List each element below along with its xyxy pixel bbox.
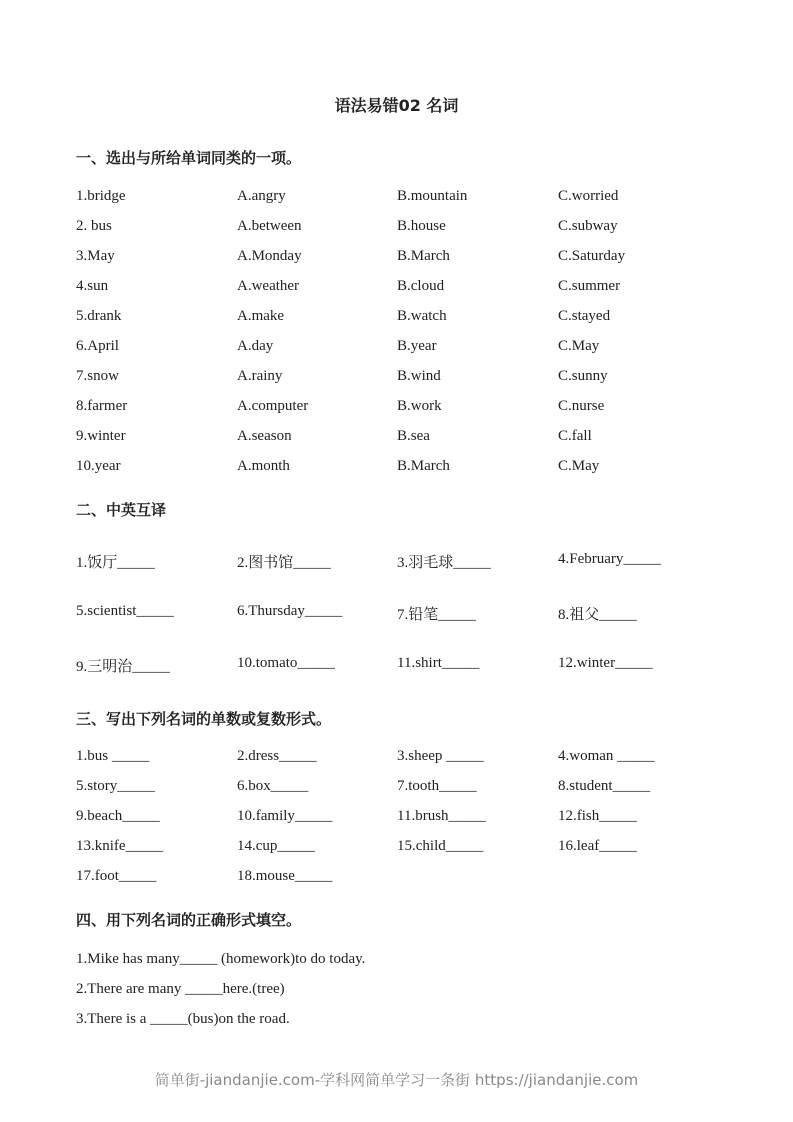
section-4-heading: 四、用下列名词的正确形式填空。 [76, 911, 302, 929]
noun-item: 2.dress_____ [237, 748, 317, 764]
question-word: 6.April [76, 338, 119, 354]
question-word: 5.drank [76, 308, 122, 324]
option-c: C.fall [558, 428, 592, 444]
option-b: B.house [397, 218, 446, 234]
option-c: C.May [558, 458, 600, 474]
option-b: B.cloud [397, 278, 445, 294]
option-b: B.work [397, 398, 442, 414]
section-2-heading: 二、中英互译 [76, 501, 167, 519]
noun-item: 17.foot_____ [76, 868, 157, 884]
noun-item: 18.mouse_____ [237, 868, 333, 884]
noun-item: 7.tooth_____ [397, 778, 477, 794]
question-word: 1.bridge [76, 188, 126, 204]
noun-item: 11.brush_____ [397, 808, 487, 824]
option-c: C.summer [558, 278, 621, 294]
option-c: C.subway [558, 218, 618, 234]
question-word: 4.sun [76, 278, 109, 294]
option-a: A.day [237, 338, 274, 354]
section-1-heading: 一、选出与所给单词同类的一项。 [76, 149, 302, 167]
noun-item: 13.knife_____ [76, 838, 164, 854]
option-c: C.Saturday [558, 248, 626, 264]
option-a: A.make [237, 308, 285, 324]
footer-watermark: 简单街-jiandanjie.com-学科网简单学习一条街 https://jiandanjie.com [154, 1071, 639, 1089]
option-b: B.wind [397, 368, 441, 384]
fill-blank-sentence: 1.Mike has many_____ (homework)to do today. [76, 951, 366, 967]
noun-item: 1.bus _____ [76, 748, 150, 764]
noun-item: 6.box_____ [237, 778, 309, 794]
question-word: 7.snow [76, 368, 119, 384]
noun-item: 10.family_____ [237, 808, 333, 824]
noun-item: 16.leaf_____ [558, 838, 637, 854]
option-a: A.weather [237, 278, 300, 294]
translation-item: 2.图书馆_____ [237, 555, 331, 571]
question-word: 9.winter [76, 428, 126, 444]
noun-item: 5.story_____ [76, 778, 155, 794]
option-b: B.sea [397, 428, 430, 444]
translation-item: 7.铅笔_____ [397, 607, 476, 623]
translation-item: 1.饭厅_____ [76, 555, 155, 571]
translation-item: 4.February_____ [558, 551, 661, 567]
translation-item: 12.winter_____ [558, 655, 653, 671]
question-word: 3.May [76, 248, 115, 264]
question-word: 8.farmer [76, 398, 128, 414]
question-word: 10.year [76, 458, 121, 474]
translation-item: 9.三明治_____ [76, 659, 170, 675]
translation-item: 11.shirt_____ [397, 655, 480, 671]
noun-item: 3.sheep _____ [397, 748, 484, 764]
option-b: B.year [397, 338, 437, 354]
option-a: A.month [237, 458, 290, 474]
noun-item: 8.student_____ [558, 778, 651, 794]
noun-item: 15.child_____ [397, 838, 484, 854]
noun-item: 4.woman _____ [558, 748, 655, 764]
option-a: A.computer [237, 398, 309, 414]
option-a: A.between [237, 218, 302, 234]
option-c: C.May [558, 338, 600, 354]
translation-item: 3.羽毛球_____ [397, 555, 491, 571]
option-b: B.March [397, 458, 450, 474]
page-title: 语法易错02 名词 [334, 96, 459, 115]
translation-item: 6.Thursday_____ [237, 603, 343, 619]
option-b: B.watch [397, 308, 447, 324]
option-a: A.angry [237, 188, 286, 204]
option-a: A.rainy [237, 368, 283, 384]
option-c: C.worried [558, 188, 619, 204]
noun-item: 14.cup_____ [237, 838, 315, 854]
option-c: C.sunny [558, 368, 608, 384]
section-3-heading: 三、写出下列名词的单数或复数形式。 [76, 710, 332, 728]
option-b: B.mountain [397, 188, 468, 204]
noun-item: 9.beach_____ [76, 808, 160, 824]
question-word: 2. bus [76, 218, 112, 234]
option-c: C.nurse [558, 398, 605, 414]
option-a: A.Monday [237, 248, 302, 264]
option-a: A.season [237, 428, 292, 444]
fill-blank-sentence: 2.There are many _____here.(tree) [76, 981, 285, 997]
fill-blank-sentence: 3.There is a _____(bus)on the road. [76, 1011, 290, 1027]
noun-item: 12.fish_____ [558, 808, 637, 824]
translation-item: 10.tomato_____ [237, 655, 335, 671]
option-b: B.March [397, 248, 450, 264]
translation-item: 8.祖父_____ [558, 607, 637, 623]
translation-item: 5.scientist_____ [76, 603, 174, 619]
option-c: C.stayed [558, 308, 611, 324]
